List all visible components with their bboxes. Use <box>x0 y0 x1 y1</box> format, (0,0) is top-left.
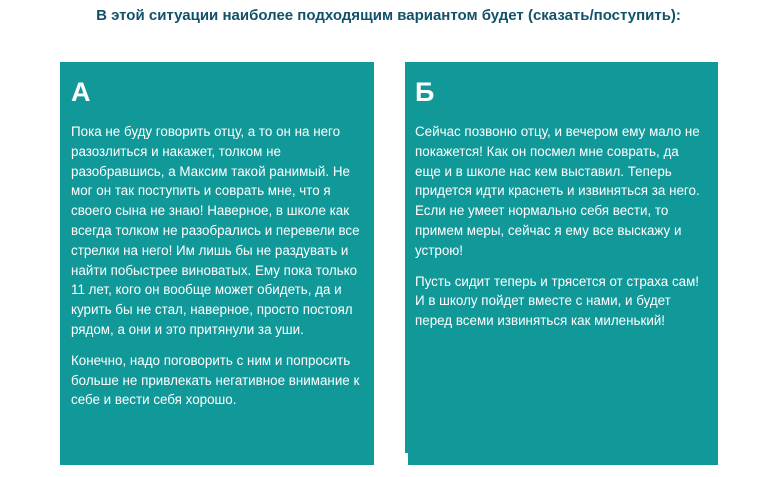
question-heading: В этой ситуации наиболее подходящим вариантом будет (сказать/поступить): <box>96 7 681 24</box>
option-a-paragraph-1: Пока не буду говорить отцу, а то он на него разозлиться и накажет, толком не разобравшись, а Максим такой ранимый. Не мог он так поступить и соврать мне, что я своего сына не знаю! Наверное, в школе как всегда толком не разобрались и перевели все стрелки на него! Им лишь бы не раздувать и найти побыстрее виноватых. Ему пока только 11 лет, кого он вообще может обидеть, да и курить бы не стал, наверное, просто постоял рядом, а они и это притянули за уши. <box>71 124 360 337</box>
option-card-a[interactable] <box>60 62 374 465</box>
option-b-paragraph-2: Пусть сидит теперь и трясется от страха сам! И в школу пойдет вместе с нами, и будет перед всеми извиняться как миленький! <box>415 273 700 329</box>
option-b-paragraph-1: Сейчас позвоню отцу, и вечером ему мало не покажется! Как он посмел мне соврать, да еще и в школе нас кем выставил. Теперь придется идти краснеть и извиняться за него. Если не умеет нормально себя вести, то примем меры, сейчас я ему все выскажу и устрою! <box>415 124 700 258</box>
option-card-b[interactable] <box>405 62 718 465</box>
option-a-paragraph-2: Конечно, надо поговорить с ним и попросить больше не привлекать негативное внимание к себе и вести себя хорошо. <box>71 352 360 408</box>
option-letter-a: А <box>71 77 91 107</box>
option-letter-b: Б <box>415 77 435 107</box>
